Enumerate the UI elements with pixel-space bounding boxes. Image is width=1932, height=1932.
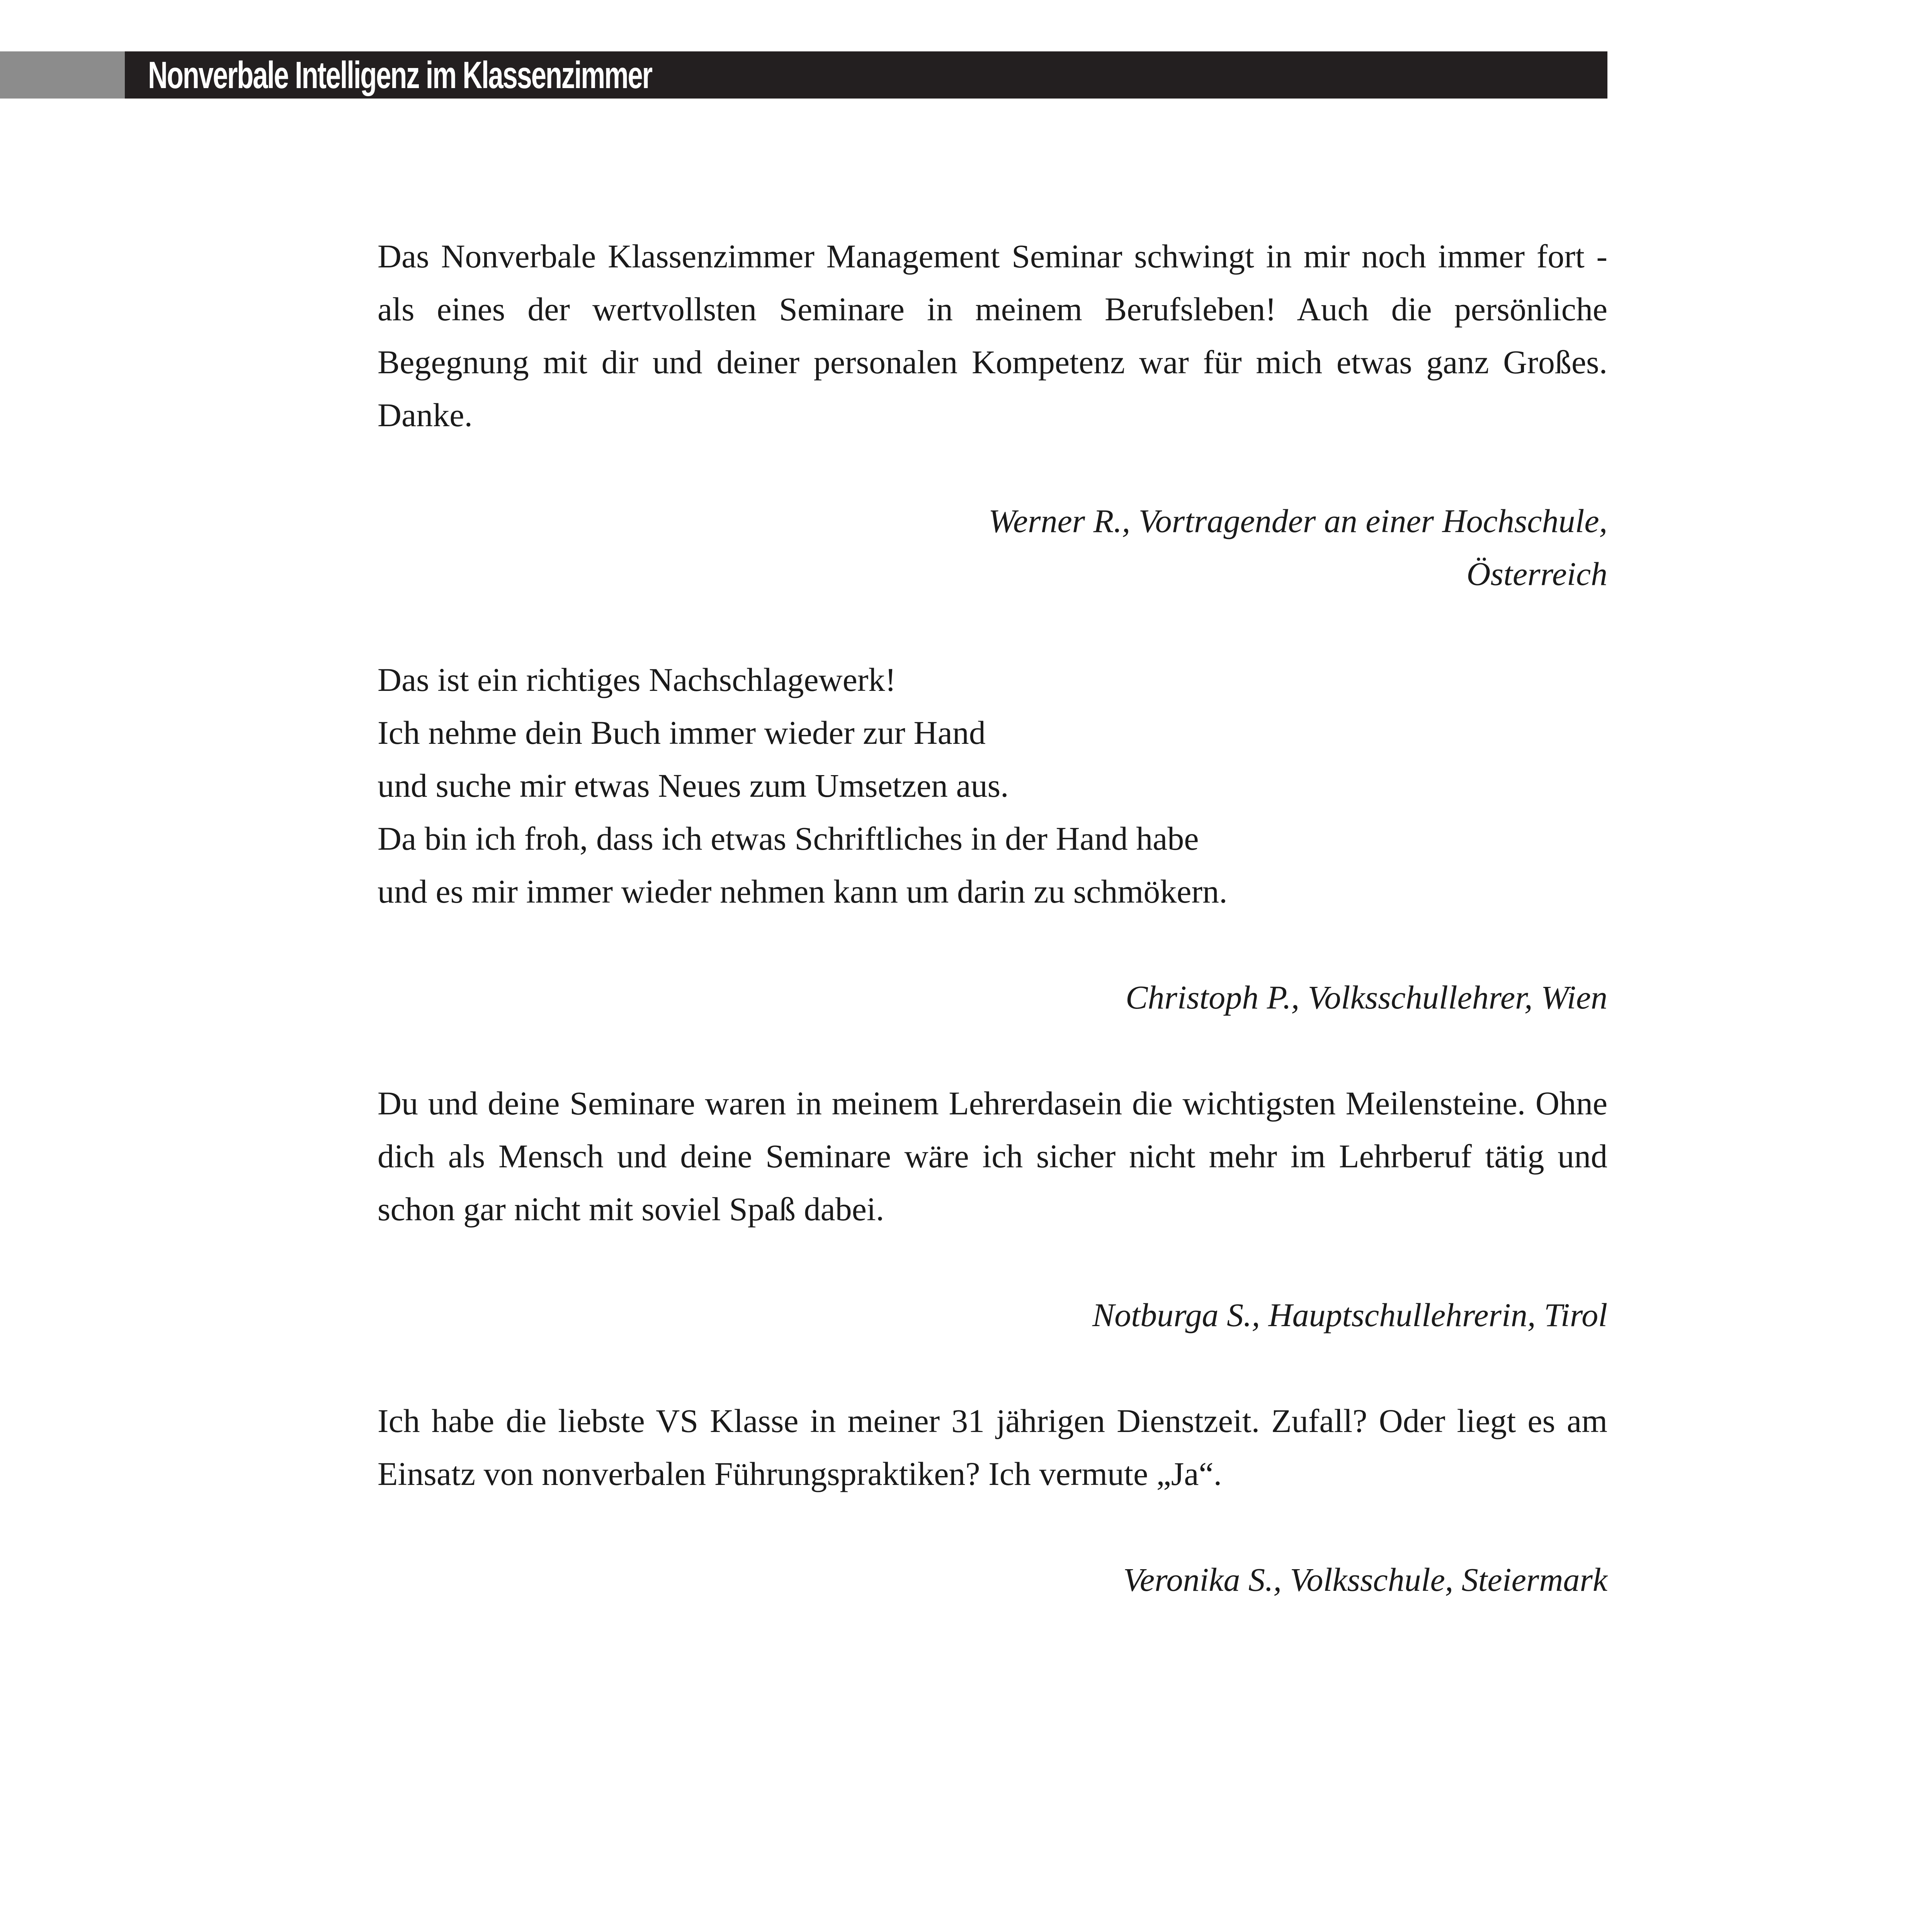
testimonial-attribution: Veronika S., Volksschule, Steiermark <box>1123 1561 1607 1598</box>
running-header-title: Nonverbale Intelligenz im Klassenzimmer <box>148 54 652 96</box>
testimonial-text: Das Nonverbale Klassenzimmer Management Seminar schwingt in mir noch immer fort - als eines der wertvollsten Seminare in meinem Berufsleben! Auch die persönliche Begegnung mit dir und deiner personalen Kompetenz war für mich etwas ganz Großes. Danke. <box>378 238 1607 434</box>
running-header <box>125 51 1607 99</box>
header-accent-block <box>0 51 125 99</box>
testimonial-text <box>378 653 1607 918</box>
testimonial-attribution: Notburga S., Hauptschullehrerin, Tirol <box>1092 1296 1607 1333</box>
attribution-line: Werner R., Vortragender an einer Hochschule, <box>988 502 1607 539</box>
spacer <box>378 1342 1607 1395</box>
testimonial-attribution: Christoph P., Volksschullehrer, Wien <box>1126 979 1607 1016</box>
testimonial-line: und es mir immer wieder nehmen kann um darin zu schmökern. <box>378 873 1228 910</box>
spacer <box>378 1024 1607 1077</box>
testimonial-line: Ich nehme dein Buch immer wieder zur Hand <box>378 714 986 751</box>
spacer <box>378 1236 1607 1289</box>
spacer <box>378 442 1607 495</box>
testimonial-text: Ich habe die liebste VS Klasse in meiner 31 jährigen Dienstzeit. Zufall? Oder liegt es am Einsatz von nonverbalen Führungspraktiken? Ich vermute „Ja“. <box>378 1402 1607 1492</box>
testimonial-line: Das ist ein richtiges Nachschlagewerk! <box>378 661 896 698</box>
spacer <box>378 918 1607 971</box>
attribution-line: Österreich <box>1466 555 1607 592</box>
spacer <box>378 600 1607 653</box>
testimonial-line: Da bin ich froh, dass ich etwas Schriftliches in der Hand habe <box>378 820 1199 857</box>
testimonial-text: Du und deine Seminare waren in meinem Lehrerdasein die wichtigsten Meilensteine. Ohne dich als Mensch und deine Seminare wäre ich sicher nicht mehr im Lehrberuf tätig und schon gar nicht mit soviel Spaß dabei. <box>378 1085 1607 1228</box>
testimonial-attribution <box>378 495 1607 600</box>
testimonials-section <box>378 230 1607 1606</box>
testimonial-line: und suche mir etwas Neues zum Umsetzen aus. <box>378 767 1009 804</box>
spacer <box>378 1500 1607 1553</box>
